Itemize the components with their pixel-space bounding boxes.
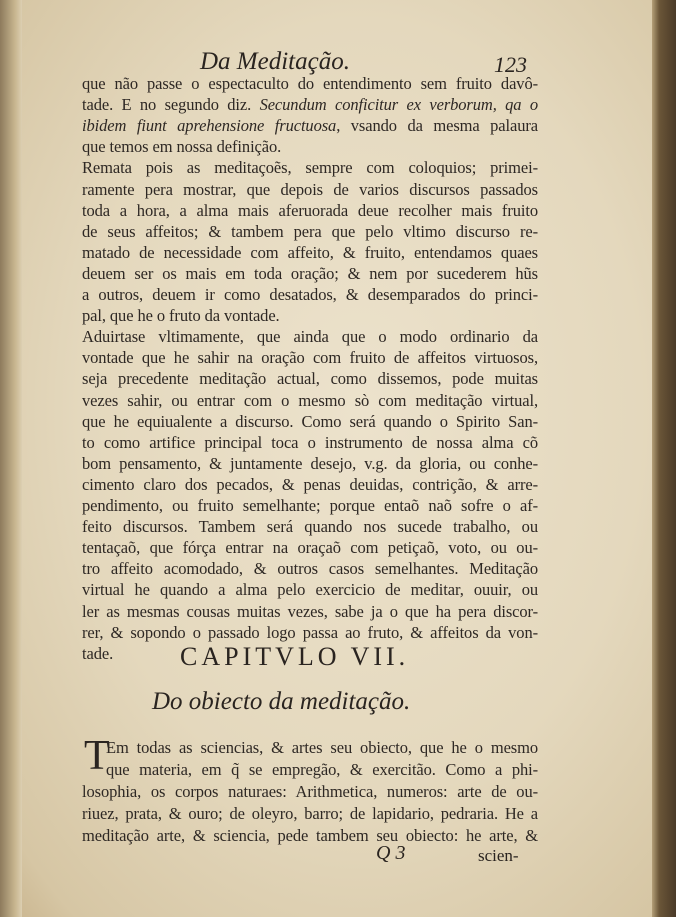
- text-line: ibidem fiunt aprehensione fructuosa, vsando da mesma palaura: [82, 116, 538, 136]
- catchword: scien-: [478, 846, 519, 865]
- text-line: que materia, em q̃ se empregão, & exercitão. Como a phi-: [106, 760, 538, 779]
- text-line: bom pensamento, & juntamente desejo, v.g. da gloria, ou conhe-: [82, 453, 538, 473]
- page-gutter: [0, 0, 22, 917]
- text-line: ramente pera mostrar, que depois de varios discursos passados: [82, 179, 538, 199]
- text-line: to como artifice principal toca o instrumento de nossa alma cõ: [82, 432, 538, 452]
- text-line: pendimento, ou fruito semelhante; porque entaõ naõ sofre o af-: [82, 496, 538, 515]
- text-line: tade. E no segundo diz. Secundum conficitur ex verborum, qa o: [82, 95, 538, 115]
- text-line: toda a hora, a alma mais aferuorada deue recolher mais fruito: [82, 200, 538, 220]
- text-line: a outros, deuem ir como desatados, & desemparados do princi-: [82, 285, 538, 304]
- text-line: matado de necessidade com affeito, & fruito, entendamos quaes: [82, 242, 538, 262]
- text-line: vontade que he sahir na oração com fruito de affeitos virtuosos,: [82, 348, 538, 368]
- running-title: Da Meditação.: [200, 48, 350, 75]
- text-line: tro affeito acomodado, & outros casos semelhantes. Meditação: [82, 559, 538, 579]
- book-edge: [652, 0, 676, 917]
- text-line: cimento claro dos pecados, & penas deuidas, contrição, & arre-: [82, 474, 538, 494]
- text-line: pal, que he o fruto da vontade.: [82, 306, 280, 326]
- text-line: ler as mesmas cousas muitas vezes, sabe ja o que ha pera discor-: [82, 601, 538, 621]
- text-line: feito discursos. Tambem será quando nos sucede trabalho, ou: [82, 517, 538, 537]
- text-line: rer, & sopondo o passado logo passa ao fruto, & affeitos da von-: [82, 622, 538, 642]
- text-line: tade.: [82, 643, 114, 663]
- text-line: vezes sahir, ou entrar com o mesmo sò com meditação virtual,: [82, 390, 538, 410]
- text-line: deuem ser os mais em toda oração; & nem por sucederem hũs: [82, 263, 538, 283]
- text-line: de seus affeitos; & tambem pera que pelo vltimo discurso re-: [82, 221, 538, 241]
- text-line: seja precedente meditação actual, como dissemos, pode muitas: [82, 369, 538, 389]
- text-line: que não passe o espectaculto do entendimento sem fruito davô-: [82, 74, 538, 93]
- text-line: que he equiualente a discurso. Como será quando o Spirito San-: [82, 411, 538, 431]
- page-number: 123: [494, 52, 527, 77]
- text-line: Remata pois as meditaçoẽs, sempre com coloquios; primei-: [82, 158, 538, 178]
- text-line: que temos em nossa definição.: [82, 137, 282, 157]
- chapter-heading: CAPITVLO VII.: [180, 642, 410, 671]
- text-line: virtual he quando a alma pelo exercicio de meditar, ouuir, ou: [82, 580, 538, 600]
- text-line: riuez, prata, & ouro; de oleyro, barro; de lapidario, pedraria. He a: [82, 804, 538, 823]
- text-line: losophia, os corpos naturaes: Arithmetica, numeros: arte de ou-: [82, 782, 538, 801]
- text-line: Em todas as sciencias, & artes seu obiecto, que he o mesmo: [106, 738, 538, 757]
- text-line: tentaçaõ, que fórça entrar na oraçaõ com petiçaõ, voto, ou ou-: [82, 538, 538, 558]
- drop-cap: T: [84, 733, 110, 779]
- text-line: Aduirtase vltimamente, que ainda que o modo ordinario da: [82, 327, 538, 347]
- chapter-subtitle: Do obiecto da meditação.: [152, 688, 411, 715]
- signature-mark: Q 3: [376, 842, 406, 864]
- text-line: meditação arte, & sciencia, pede tambem seu obiecto: he arte, &: [82, 826, 538, 845]
